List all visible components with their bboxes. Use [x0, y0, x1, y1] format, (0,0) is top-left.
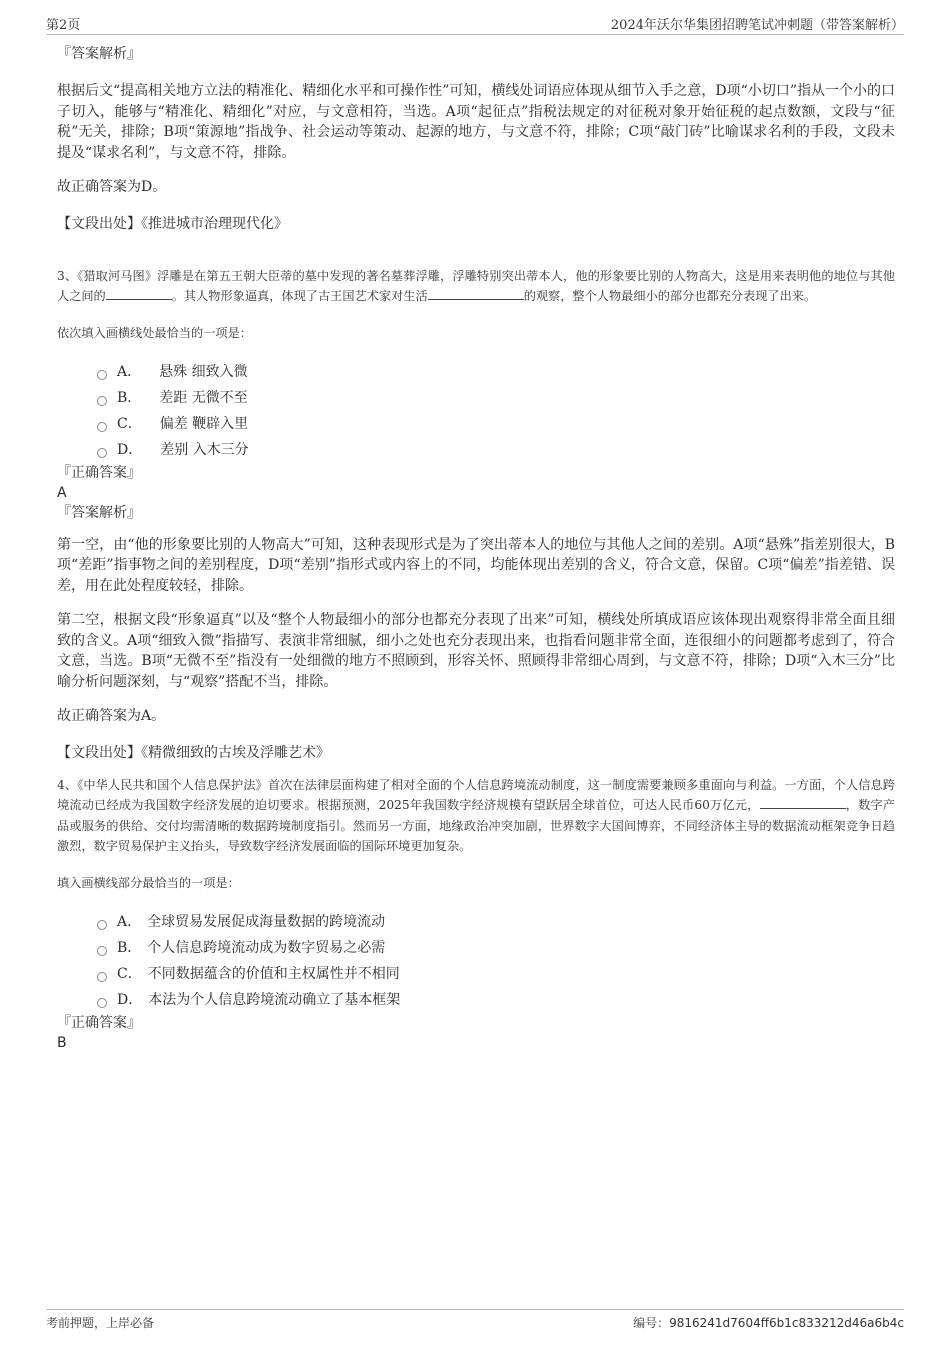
radio-icon[interactable]	[97, 422, 107, 432]
radio-icon[interactable]	[97, 920, 107, 930]
q3-answer: A	[57, 484, 67, 501]
q3-analysis-tag: 『答案解析』	[57, 504, 141, 521]
q4-answer: B	[57, 1034, 67, 1051]
q3-option-d[interactable]: D． 差别 入木三分	[97, 437, 895, 463]
q3-option-c[interactable]: C． 偏差 鞭辟入里	[97, 411, 895, 437]
q2-analysis-tag: 『答案解析』	[57, 46, 141, 62]
q3-conclusion: 故正确答案为A。	[57, 708, 166, 724]
page-number: 第2页	[46, 18, 81, 33]
q4-option-d[interactable]: D． 本法为个人信息跨境流动确立了基本框架	[97, 987, 895, 1013]
q2-source: 【文段出处】《推进城市治理现代化》	[57, 215, 288, 232]
q4-options	[97, 909, 895, 1013]
page-header	[46, 14, 904, 35]
page-footer	[46, 1309, 904, 1332]
radio-icon[interactable]	[97, 448, 107, 458]
q3-blank-1	[106, 287, 172, 300]
q2-analysis: 根据后文“提高相关地方立法的精准化、精细化水平和可操作性”可知，横线处词语应体现从细节入手之意，D项“小切口”指从一个小的口子切入，能够与“精准化、精细化”对应，与文意相符，当选。A项“起征点”指税法规定的对征税对象开始征税的起点数额，文段与“征税”无关，排除；B项“策源地”指战争、社会运动等策动、起源的地方，与文意不符，排除；C项“敲门砖”比喻谋求名利的手段，文段未提及“谋求名利”，与文意不符，排除。	[57, 83, 895, 161]
q3-blank-2	[428, 287, 524, 300]
document-body	[57, 44, 895, 1053]
radio-icon[interactable]	[97, 972, 107, 982]
q4-answer-tag: 『正确答案』	[57, 1014, 141, 1031]
document-title: 2024年沃尔华集团招聘笔试冲刺题（带答案解析）	[610, 18, 904, 33]
q4-prompt: 填入画横线部分最恰当的一项是：	[57, 875, 240, 890]
q3-prompt: 依次填入画横线处最恰当的一项是：	[57, 325, 252, 340]
q3-option-a[interactable]: A． 悬殊 细致入微	[97, 359, 895, 385]
q3-analysis-1: 第一空，由“他的形象要比别的人物高大”可知，这种表现形式是为了突出蒂本人的地位与其他人之间的差别。A项“悬殊”指差别很大，B项“差距”指事物之间的差别程度，D项“差别”指形式或内容上的不同，均能体现出差别的含义，符合文意，保留。C项“偏差”指差错、误差，用在此处程度较轻，排除。	[57, 536, 895, 594]
radio-icon[interactable]	[97, 396, 107, 406]
q4-option-c[interactable]: C． 不同数据蕴含的价值和主权属性并不相同	[97, 961, 895, 987]
q4-blank	[760, 796, 846, 809]
footer-slogan: 考前押题，上岸必备	[46, 1316, 155, 1330]
document-id: 编号：9816241d7604ff6b1c833212d46a6b4c	[633, 1316, 904, 1330]
q3-stem: 3、《猎取河马图》浮雕是在第五王朝大臣蒂的墓中发现的著名墓葬浮雕，浮雕特别突出蒂本人，他的形象要比别的人物高大，这是用来表明他的地位与其他人之间的 。其人物形象逼真，体现了古王国艺术家对生活 的观察，整个人物最细小的部分也都充分表现了出来。	[57, 268, 895, 303]
q4-option-b[interactable]: B． 个人信息跨境流动成为数字贸易之必需	[97, 935, 895, 961]
q4-option-a[interactable]: A． 全球贸易发展促成海量数据的跨境流动	[97, 909, 895, 935]
q3-answer-tag: 『正确答案』	[57, 464, 141, 481]
q2-conclusion: 故正确答案为D。	[57, 179, 167, 195]
radio-icon[interactable]	[97, 998, 107, 1008]
q4-stem: 4、《中华人民共和国个人信息保护法》首次在法律层面构建了相对全面的个人信息跨境流动制度，这一制度需要兼顾多重面向与利益。一方面，个人信息跨境流动已经成为我国数字经济发展的迫切要求。根据预测，2025年我国数字经济规模有望跃居全球首位，可达人民币60万亿元， ，数字产品或服务的供给、交付均需清晰的数据跨境制度指引。然而另一方面，地缘政治冲突加剧，世界数字大国间博弈，不同经济体主导的数据流动框架竞争日趋激烈，数字贸易保护主义抬头，导致数字经济发展面临的国际环境更加复杂。	[57, 777, 895, 853]
radio-icon[interactable]	[97, 370, 107, 380]
q3-option-b[interactable]: B． 差距 无微不至	[97, 385, 895, 411]
q3-analysis-2: 第二空，根据文段“形象逼真”以及“整个人物最细小的部分也都充分表现了出来”可知，横线处所填成语应该体现出观察得非常全面且细致的含义。A项“细致入微”指描写、表演非常细腻，细小之处也充分表现出来，也指看问题非常全面，连很细小的问题都考虑到了，符合文意，当选。B项“无微不至”指没有一处细微的地方不照顾到，形容关怀、照顾得非常细心周到，与文意不符，排除；D项“入木三分”比喻分析问题深刻，与“观察”搭配不当，排除。	[57, 612, 895, 690]
q3-source: 【文段出处】《精微细致的古埃及浮雕艺术》	[57, 744, 330, 761]
q3-options	[97, 359, 895, 463]
radio-icon[interactable]	[97, 946, 107, 956]
